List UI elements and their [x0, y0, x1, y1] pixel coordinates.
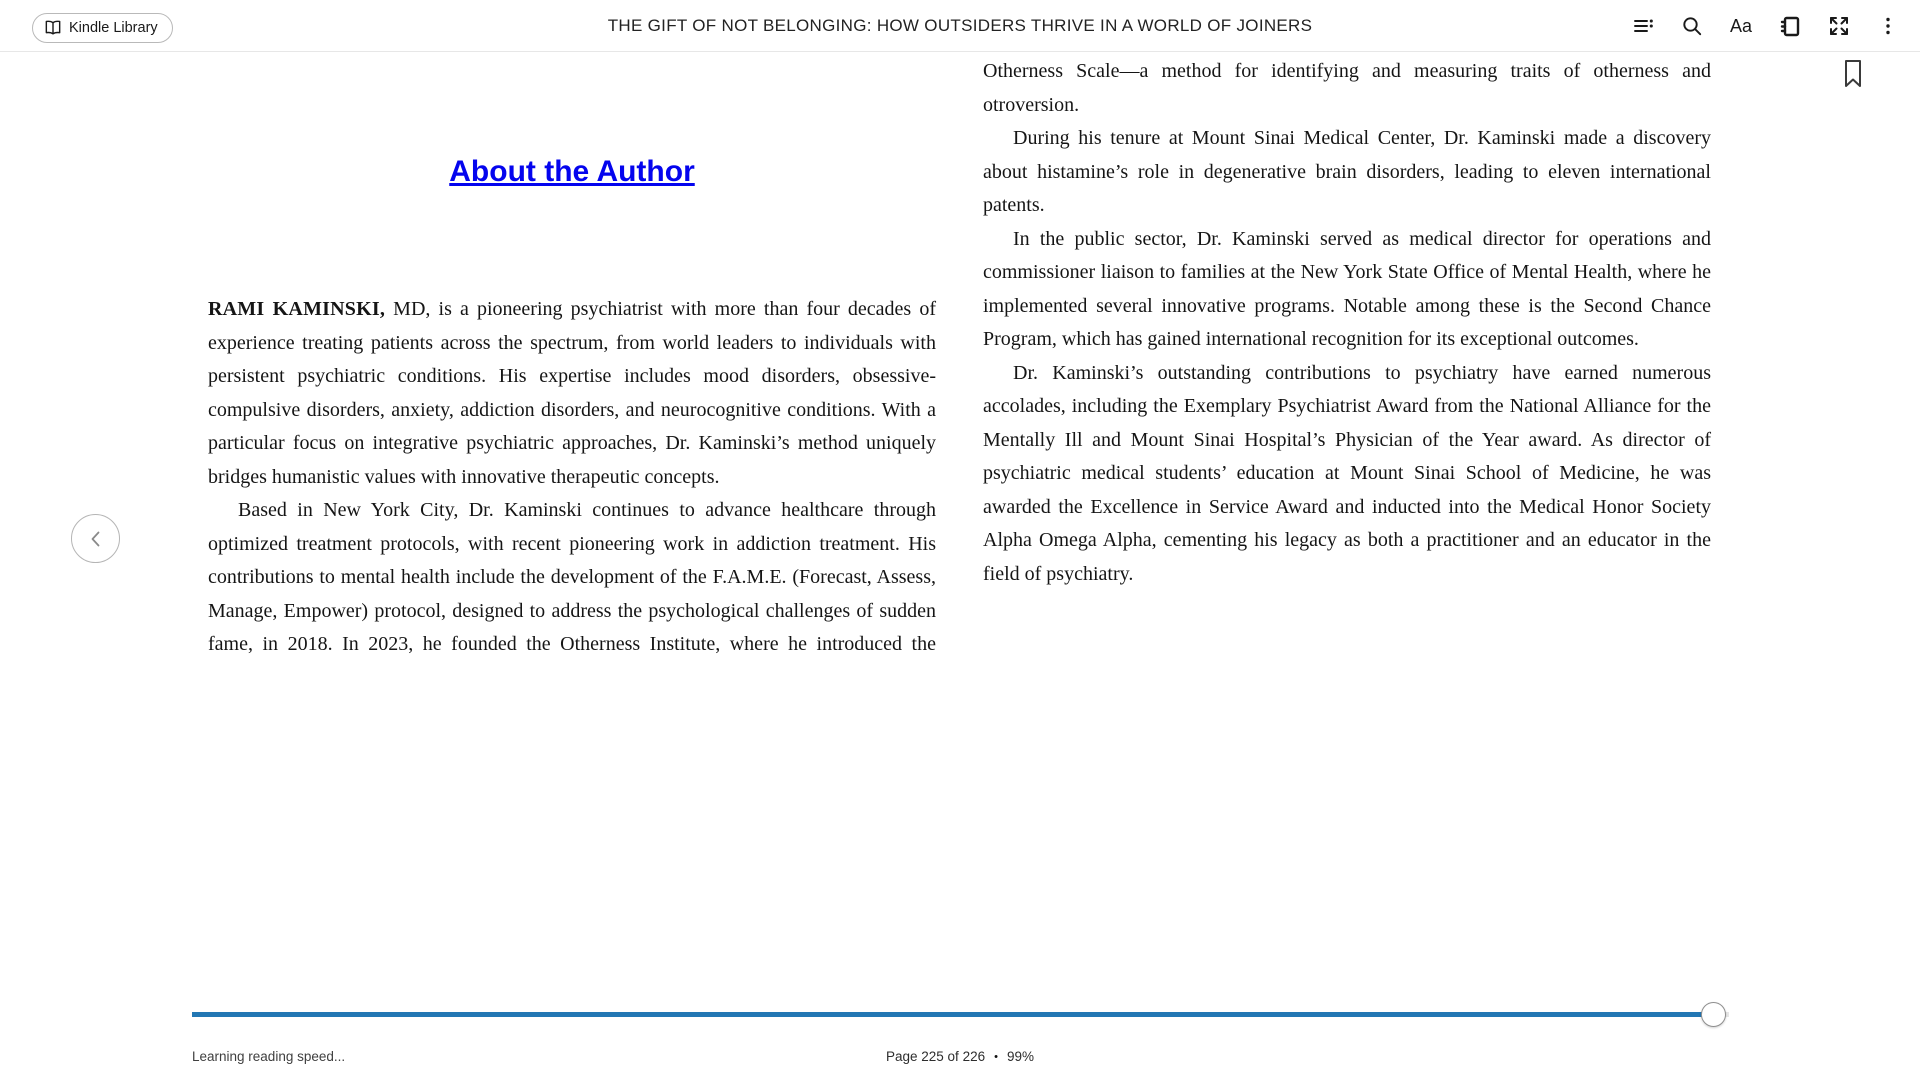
- reading-speed-status: Learning reading speed...: [192, 1049, 346, 1064]
- paragraph: Based in New York City, Dr. Kaminski continues to advance healthcare through optimized treatment protocols, with recent pioneering work in addiction treatment. His contributions to mental health include the development of the F.A.M.E. (Forecast, Assess, Manage, Empower) protocol, designed to address the psychological challenges of sudden fame, in 2018. In 2023, he founded the Otherness Institute, where he introduced the: [208, 499, 936, 655]
- page-label: Page 225 of 226: [886, 1049, 986, 1064]
- kindle-library-button[interactable]: [32, 13, 173, 43]
- separator-dot: •: [994, 1050, 998, 1063]
- paragraph: During his tenure at Mount Sinai Medical Center, Dr. Kaminski made a discovery about histamine’s role in degenerative brain disorders, leading to eleven international patents.: [983, 127, 1711, 216]
- fullscreen-icon[interactable]: [1825, 12, 1853, 40]
- toc-icon[interactable]: [1629, 12, 1657, 40]
- paragraph: In the public sector, Dr. Kaminski served as medical director for operations and commissioner liaison to families at the New York State Office of Mental Health, where he implemented several innovative programs. Notable among these is the Second Chance Program, which has gained international recognition for its exceptional outcomes.: [983, 227, 1711, 350]
- header-actions: [1629, 0, 1902, 52]
- search-icon[interactable]: [1678, 12, 1706, 40]
- book-title: THE GIFT OF NOT BELONGING: HOW OUTSIDERS THRIVE IN A WORLD OF JOINERS: [607, 16, 1313, 35]
- overflow-menu-icon[interactable]: [1874, 12, 1902, 40]
- open-book-icon: [44, 20, 62, 36]
- paragraph: Otherness Scale—a method for identifying and measuring traits of otherness and otroversion.: [983, 60, 1711, 116]
- paragraph: [208, 293, 936, 494]
- paragraph: Dr. Kaminski’s outstanding contributions to psychiatry have earned numerous accolades, including the Exemplary Psychiatrist Award from the National Alliance for the Mentally Ill and Mount Sinai Hospital’s Physician of the Year award. As director of psychiatric medical students’ education at Mount Sinai School of Medicine, he was awarded the Excellence in Service Award and inducted into the Medical Honor Society Alpha Omega Alpha, cementing his legacy as both a practitioner and an educator in the field of psychiatry.: [983, 361, 1711, 585]
- bookmark-icon[interactable]: [1840, 59, 1866, 91]
- author-name-lead: RAMI KAMINSKI,: [208, 298, 386, 320]
- paragraph-text: MD, is a pioneering psychiatrist with more than four decades of experience treating patients across the spectrum, from world leaders to individuals with persistent psychiatric conditions. His expertise includes mood disorders, obsessive-compulsive disorders, anxiety, addiction disorders, and neurocognitive conditions. With a particular focus on integrative psychiatric approaches, Dr. Kaminski’s method uniquely bridges humanistic values with innovative therapeutic concepts.: [208, 298, 936, 488]
- about-the-author-link[interactable]: About the Author: [449, 155, 695, 188]
- font-settings-label: Aa: [1729, 15, 1753, 36]
- reading-progress-slider[interactable]: [192, 1012, 1729, 1017]
- progress-slider-knob[interactable]: [1701, 1002, 1726, 1027]
- page-layout-icon[interactable]: [1776, 12, 1804, 40]
- left-column: [208, 152, 936, 662]
- chapter-heading: [208, 152, 936, 191]
- kindle-library-label: Kindle Library: [69, 20, 158, 36]
- progress-fill: [192, 1012, 1714, 1017]
- font-settings-button[interactable]: [1727, 12, 1755, 40]
- page-info: [0, 1049, 1920, 1064]
- prev-page-button[interactable]: [71, 514, 120, 563]
- right-column: [983, 55, 1711, 591]
- top-bar: [0, 0, 1920, 52]
- percent-label: 99%: [1006, 1049, 1034, 1064]
